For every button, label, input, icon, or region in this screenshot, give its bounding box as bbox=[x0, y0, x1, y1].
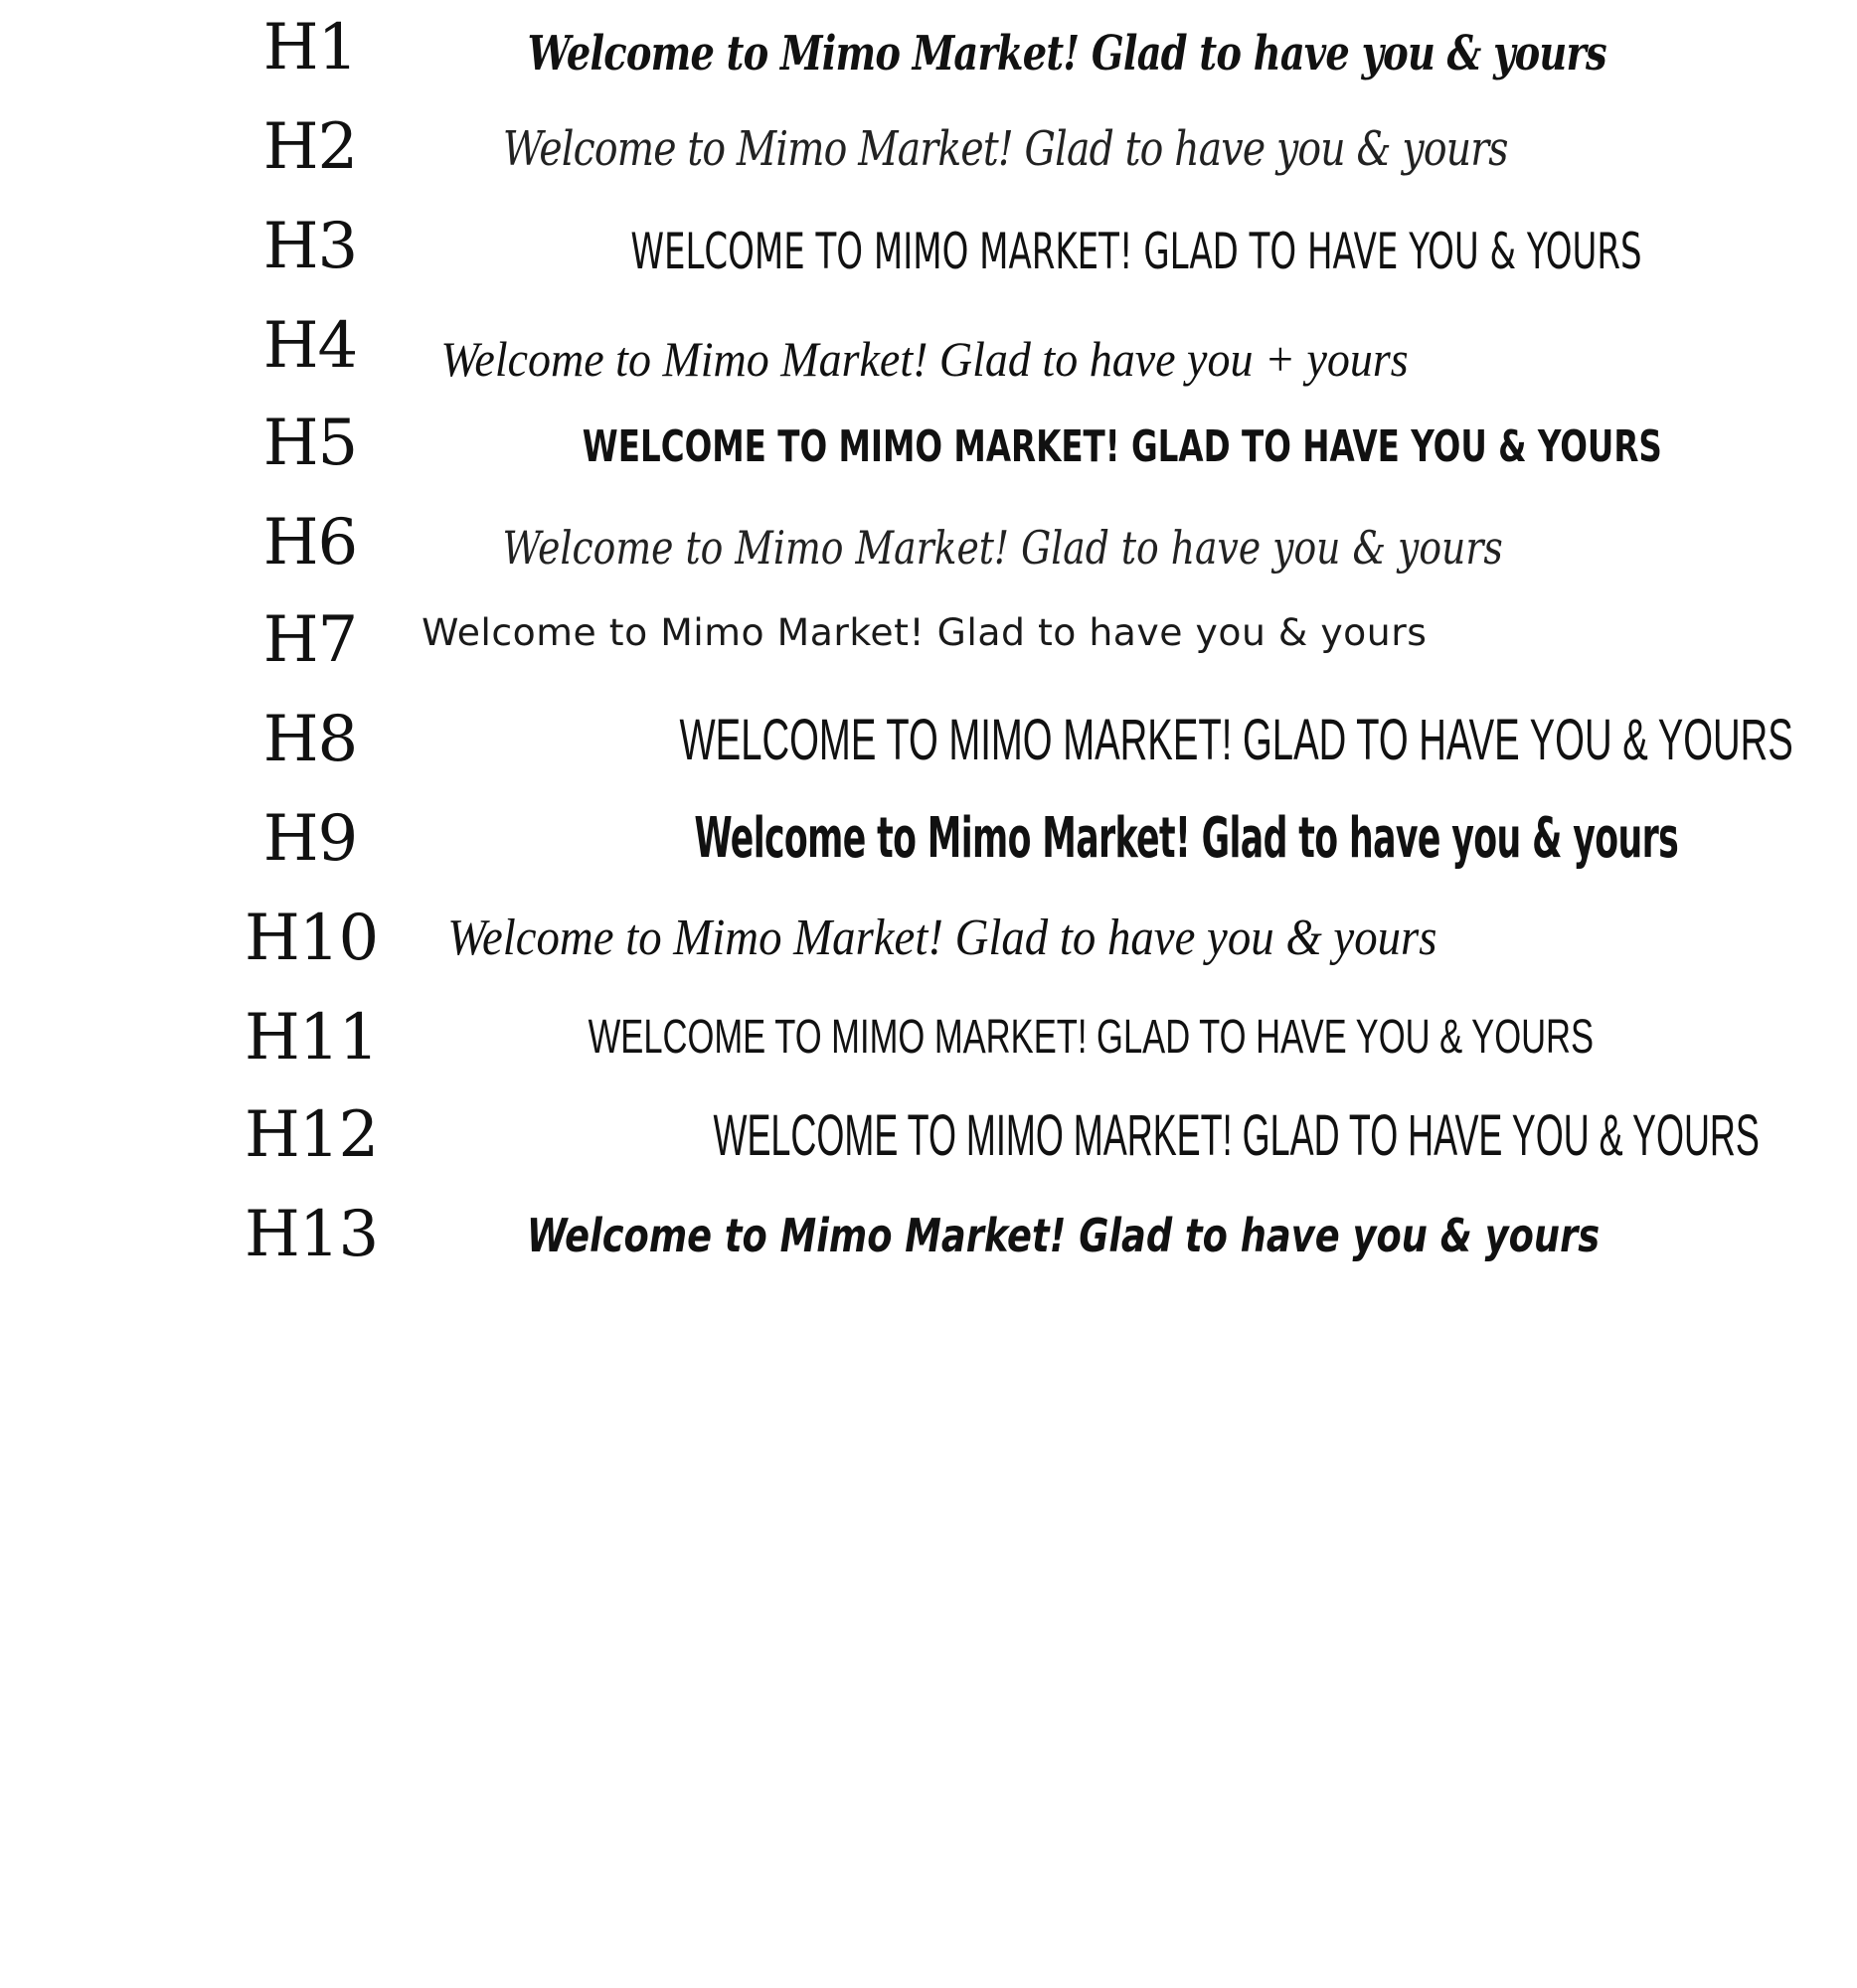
sample-text: WELCOME TO MIMO MARKET! GLAD TO HAVE YOU & YOURS bbox=[713, 1103, 1760, 1168]
font-sample-row bbox=[0, 802, 1857, 907]
font-label: H9 bbox=[262, 802, 358, 876]
font-sample-row bbox=[0, 210, 1857, 314]
font-sample-text bbox=[393, 26, 1606, 82]
font-label: H5 bbox=[262, 407, 358, 480]
sample-text: Welcome to Mimo Market! Glad to have you + yours bbox=[440, 331, 1409, 387]
sample-text: Welcome to Mimo Market! Glad to have you & yours bbox=[527, 26, 1606, 82]
font-label: H4 bbox=[262, 309, 358, 383]
font-sample-row bbox=[0, 407, 1857, 511]
font-label: H10 bbox=[245, 902, 379, 975]
sample-text: WELCOME TO MIMO MARKET! GLAD TO HAVE YOU & YOURS bbox=[588, 1011, 1595, 1064]
font-sample-text bbox=[393, 223, 1642, 280]
sample-text: Welcome to Mimo Market! Glad to have you & yours bbox=[502, 521, 1503, 575]
font-sample-text bbox=[393, 331, 1456, 387]
font-sample-text bbox=[393, 912, 1456, 964]
font-label: H6 bbox=[262, 506, 358, 580]
sample-text: WELCOME TO MIMO MARKET! GLAD TO HAVE YOU & YOURS bbox=[630, 223, 1642, 280]
font-sample-row bbox=[0, 1198, 1857, 1302]
font-sample-text bbox=[393, 521, 1503, 575]
font-label: H8 bbox=[262, 703, 358, 776]
font-sample-text bbox=[393, 1209, 1601, 1262]
font-sample-row bbox=[0, 110, 1857, 215]
font-sample-text bbox=[393, 1103, 1760, 1168]
font-sample-text bbox=[393, 421, 1662, 472]
sample-text: WELCOME TO MIMO MARKET! GLAD TO HAVE YOU & YOURS bbox=[679, 708, 1793, 772]
sample-text: Welcome to Mimo Market! Glad to have you & yours bbox=[694, 806, 1679, 871]
font-label: H1 bbox=[262, 11, 358, 84]
sample-text: Welcome to Mimo Market! Glad to have you & yours bbox=[447, 910, 1437, 966]
font-sample-row bbox=[0, 703, 1857, 807]
font-sample-row bbox=[0, 11, 1857, 115]
sample-text: Welcome to Mimo Market! Glad to have you & yours bbox=[526, 1209, 1601, 1262]
font-sample-row bbox=[0, 506, 1857, 610]
font-sample-row bbox=[0, 309, 1857, 414]
font-sample-row bbox=[0, 902, 1857, 1006]
sample-text: Welcome to Mimo Market! Glad to have you & yours bbox=[502, 121, 1508, 177]
font-label: H11 bbox=[245, 1001, 379, 1075]
font-sample-text bbox=[393, 806, 1679, 871]
font-label: H3 bbox=[262, 210, 358, 283]
font-label: H2 bbox=[262, 110, 358, 184]
font-sample-text bbox=[393, 611, 1456, 654]
font-label: H12 bbox=[245, 1098, 379, 1172]
sample-text: Welcome to Mimo Market! Glad to have you & yours bbox=[422, 611, 1428, 654]
font-sample-text bbox=[393, 1011, 1595, 1064]
font-sample-row bbox=[0, 603, 1857, 708]
font-label: H7 bbox=[262, 603, 358, 677]
font-sample-text bbox=[393, 708, 1793, 772]
font-sample-row bbox=[0, 1001, 1857, 1105]
font-label: H13 bbox=[245, 1198, 379, 1271]
font-sample-row bbox=[0, 1098, 1857, 1203]
sample-text: WELCOME TO MIMO MARKET! GLAD TO HAVE YOU & YOURS bbox=[582, 421, 1662, 472]
font-sample-text bbox=[393, 121, 1508, 177]
